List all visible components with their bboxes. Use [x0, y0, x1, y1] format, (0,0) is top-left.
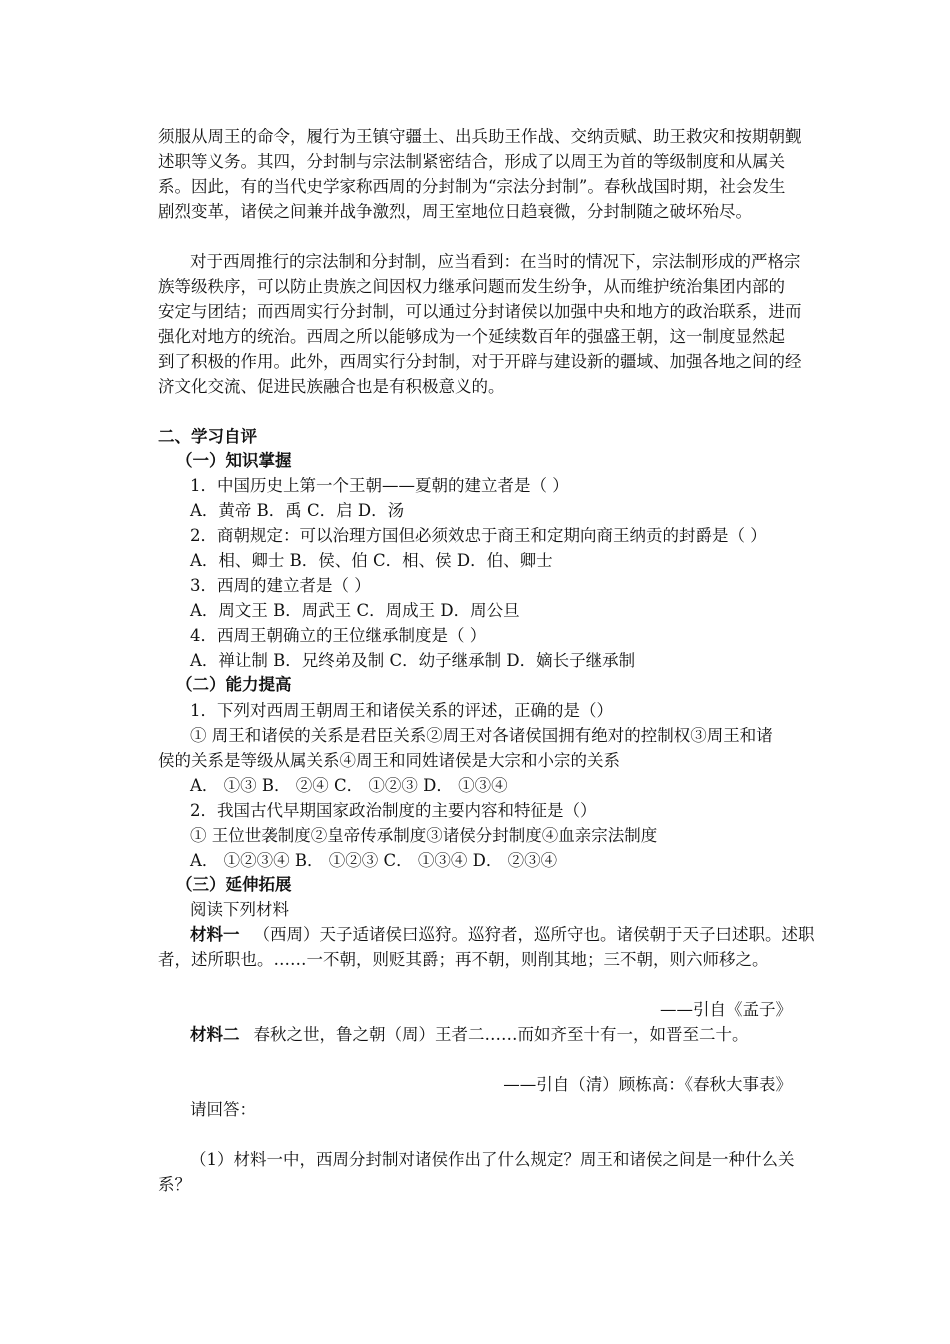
- material1-text1: （西周）天子适诸侯曰巡狩。巡狩者，巡所守也。诸侯朝于天子曰述职。述职: [253, 925, 815, 944]
- part2-q1: 1．下列对西周王朝周王和诸侯关系的评述，正确的是（）: [190, 701, 613, 720]
- part3-title: （三）延伸拓展: [176, 875, 292, 894]
- part1-title: （一）知识掌握: [176, 451, 292, 470]
- intro-p2-line5: 到了积极的作用。此外，西周实行分封制，对于开辟与建设新的疆域、加强各地之间的经: [158, 352, 802, 371]
- material2-text1: 春秋之世，鲁之朝（周）王者二……而如齐至十有一，如晋至二十。: [253, 1025, 749, 1044]
- part1-q3-options: A．周文王 B．周武王 C．周成王 D．周公旦: [190, 601, 520, 620]
- material1-line1: [190, 924, 815, 946]
- part2-q2-stem: ① 王位世袭制度②皇帝传承制度③诸侯分封制度④血亲宗法制度: [190, 826, 658, 845]
- part1-q1-options: A．黄帝 B．禹 C．启 D．汤: [190, 501, 405, 520]
- material2-label: 材料二: [190, 1025, 240, 1044]
- intro-p2-line2: 族等级秩序，可以防止贵族之间因权力继承问题而发生纷争，从而维护统治集团内部的: [158, 277, 785, 296]
- part1-q4-options: A．禅让制 B．兄终弟及制 C．幼子继承制 D．嫡长子继承制: [190, 651, 636, 670]
- intro-p1-line3: 系。因此，有的当代史学家称西周的分封制为“宗法分封制”。春秋战国时期，社会发生: [158, 177, 786, 196]
- material1-label: 材料一: [190, 925, 240, 944]
- part2-q1-options: A． ①③ B． ②④ C． ①②③ D． ①③④: [190, 776, 508, 795]
- part2-q2: 2．我国古代早期国家政治制度的主要内容和特征是（）: [190, 801, 597, 820]
- part1-q3: 3．西周的建立者是（ ）: [190, 576, 371, 595]
- intro-p2-line3: 安定与团结；而西周实行分封制，可以通过分封诸侯以加强中央和地方的政治联系，进而: [158, 302, 802, 321]
- intro-p1-line4: 剧烈变革，诸侯之间兼并战争激烈，周王室地位日趋衰微，分封制随之破坏殆尽。: [158, 202, 752, 221]
- part1-q4: 4．西周王朝确立的王位继承制度是（ ）: [190, 626, 487, 645]
- part2-q2-options: A． ①②③④ B． ①②③ C． ①③④ D． ②③④: [190, 851, 558, 870]
- part1-q1: 1．中国历史上第一个王朝——夏朝的建立者是（ ）: [190, 476, 569, 495]
- part2-q1-stem-line2: 侯的关系是等级从属关系④周王和同姓诸侯是大宗和小宗的关系: [158, 751, 620, 770]
- material2-line1: [190, 1024, 749, 1046]
- intro-p2-line6: 济文化交流、促进民族融合也是有积极意义的。: [158, 377, 505, 396]
- intro-p1-line1: 须服从周王的命令，履行为王镇守疆土、出兵助王作战、交纳贡赋、助王救灾和按期朝觐: [158, 127, 802, 146]
- subquestion1-line2: 系？: [158, 1175, 191, 1194]
- part3-intro: 阅读下列材料: [190, 900, 289, 919]
- part2-title: （二）能力提高: [176, 675, 292, 694]
- intro-p2-line4: 强化对地方的统治。西周之所以能够成为一个延续数百年的强盛王朝，这一制度显然起: [158, 327, 785, 346]
- part1-q2: 2．商朝规定：可以治理方国但必须效忠于商王和定期向商王纳贡的封爵是（ ）: [190, 526, 767, 545]
- section-title: 二、学习自评: [158, 427, 257, 446]
- material1-line2: 者，述所职也。……一不朝，则贬其爵；再不朝，则削其地；三不朝，则六师移之。: [158, 950, 769, 969]
- subquestion1-line1: （1）材料一中，西周分封制对诸侯作出了什么规定？周王和诸侯之间是一种什么关: [190, 1150, 795, 1169]
- material2-source: ——引自（清）顾栋高：《春秋大事表》: [503, 1075, 792, 1094]
- part2-q1-stem-line1: ① 周王和诸侯的关系是君臣关系②周王对各诸侯国拥有绝对的控制权③周王和诸: [190, 726, 773, 745]
- part1-q2-options: A．相、卿士 B．侯、伯 C．相、侯 D．伯、卿士: [190, 551, 553, 570]
- intro-p2-line1: 对于西周推行的宗法制和分封制，应当看到：在当时的情况下，宗法制形成的严格宗: [190, 252, 801, 271]
- intro-p1-line2: 述职等义务。其四，分封制与宗法制紧密结合，形成了以周王为首的等级制度和从属关: [158, 152, 785, 171]
- ask-prompt: 请回答：: [190, 1100, 256, 1119]
- material1-source: ——引自《孟子》: [660, 1000, 792, 1019]
